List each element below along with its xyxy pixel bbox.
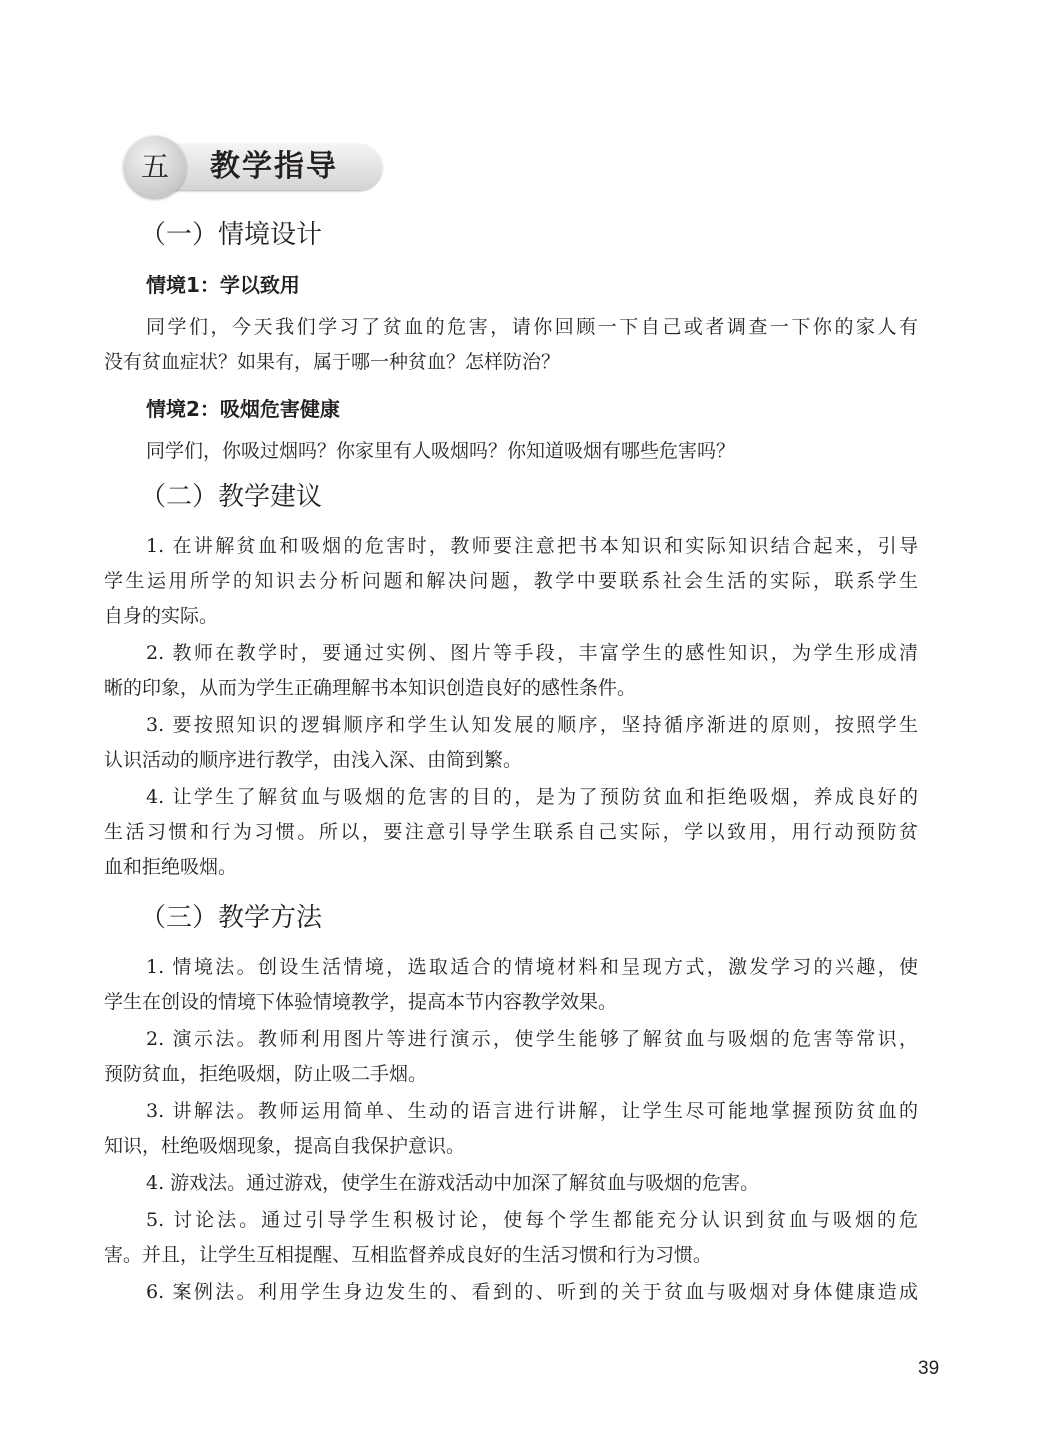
paragraph [104,708,918,778]
text-line: 3. 讲解法。教师运用简单、生动的语言进行讲解，让学生尽可能地掌握预防贫血的 [146,1100,918,1122]
scenario-title: 情境1：学以致用 [146,273,300,297]
text-line: 没有贫血症状？如果有，属于哪一种贫血？怎样防治？ [104,351,561,373]
text-line: 学生运用所学的知识去分析问题和解决问题，教学中要联系社会生活的实际，联系学生 [104,570,918,592]
text-line: 2. 演示法。教师利用图片等进行演示，使学生能够了解贫血与吸烟的危害等常识， [146,1028,918,1050]
paragraph [104,434,918,469]
text-line: 认识活动的顺序进行教学，由浅入深、由简到繁。 [104,749,523,771]
paragraph [104,1022,918,1092]
paragraph [104,1203,918,1273]
paragraph [104,310,918,380]
text-line: 生活习惯和行为习惯。所以，要注意引导学生联系自己实际，学以致用，用行动预防贫 [104,821,918,843]
text-line: 3. 要按照知识的逻辑顺序和学生认知发展的顺序，坚持循序渐进的原则，按照学生 [146,714,918,736]
text-line: 2. 教师在教学时，要通过实例、图片等手段，丰富学生的感性知识，为学生形成清 [146,642,918,664]
chapter-badge [124,136,384,198]
section-heading: （一）情境设计 [140,220,323,250]
scenario-title: 情境2：吸烟危害健康 [146,397,340,421]
text-line: 学生在创设的情境下体验情境教学，提高本节内容教学效果。 [104,991,618,1013]
text-line: 同学们，今天我们学习了贫血的危害，请你回顾一下自己或者调查一下你的家人有 [146,316,918,338]
chapter-title: 教学指导 [210,149,338,184]
paragraph [104,310,918,380]
text-line: 4. 游戏法。通过游戏，使学生在游戏活动中加深了解贫血与吸烟的危害。 [146,1172,760,1194]
paragraph [104,780,918,885]
text-line: 4. 让学生了解贫血与吸烟的危害的目的，是为了预防贫血和拒绝吸烟，养成良好的 [146,786,918,808]
text-line: 晰的印象，从而为学生正确理解书本知识创造良好的感性条件。 [104,677,637,699]
text-line: 1. 在讲解贫血和吸烟的危害时，教师要注意把书本知识和实际知识结合起来，引导 [146,535,918,557]
text-line: 知识，杜绝吸烟现象，提高自我保护意识。 [104,1135,466,1157]
paragraph [104,636,918,706]
text-line: 预防贫血，拒绝吸烟，防止吸二手烟。 [104,1063,428,1085]
text-line: 同学们，你吸过烟吗？你家里有人吸烟吗？你知道吸烟有哪些危害吗？ [146,440,736,462]
paragraph [104,1094,918,1164]
paragraph [104,529,918,634]
suggestions [104,529,918,887]
paragraph [104,434,918,469]
methods [104,950,918,1312]
section-heading: （三）教学方法 [140,903,323,933]
page-number: 39 [918,1358,940,1379]
text-line: 血和拒绝吸烟。 [104,856,238,878]
paragraph [104,950,918,1020]
text-line: 害。并且，让学生互相提醒、互相监督养成良好的生活习惯和行为习惯。 [104,1244,713,1266]
text-line: 6. 案例法。利用学生身边发生的、看到的、听到的关于贫血与吸烟对身体健康造成 [146,1281,918,1303]
chapter-number: 五 [140,150,169,183]
paragraph [104,1275,918,1310]
text-line: 5. 讨论法。通过引导学生积极讨论，使每个学生都能充分认识到贫血与吸烟的危 [146,1209,918,1231]
text-line: 1. 情境法。创设生活情境，选取适合的情境材料和呈现方式，激发学习的兴趣，使 [146,956,918,978]
text-line: 自身的实际。 [104,605,219,627]
section-heading: （二）教学建议 [140,482,323,512]
paragraph [104,1166,918,1201]
